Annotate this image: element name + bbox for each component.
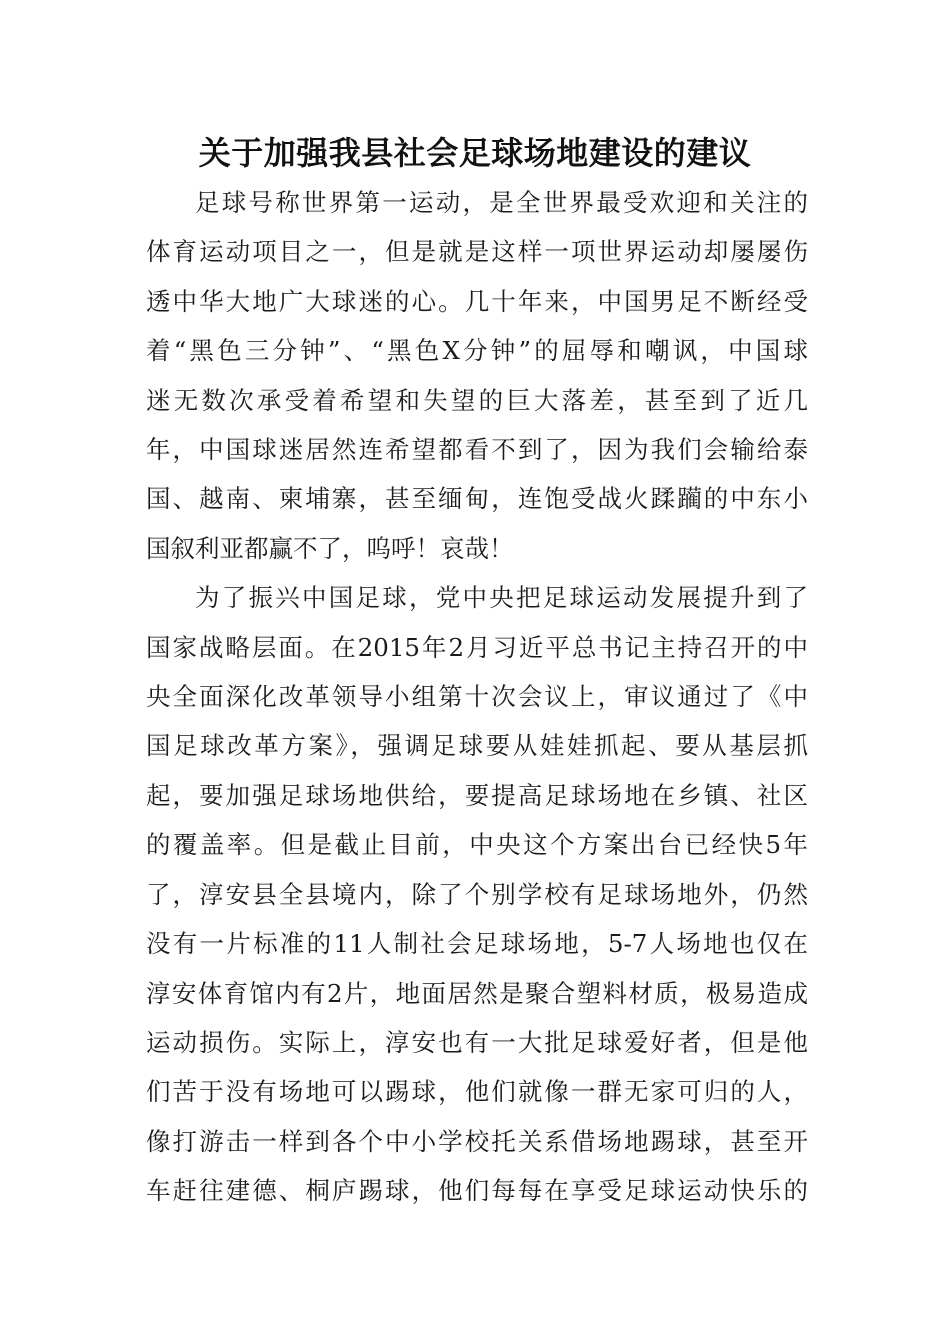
text-line: 们苦于没有场地可以踢球，他们就像一群无家可归的人， bbox=[146, 1077, 808, 1107]
text-line: 体育运动项目之一，但是就是这样一项世界运动却屡屡伤 bbox=[146, 237, 808, 267]
paragraph-1 bbox=[146, 178, 808, 573]
text-line: 淳安体育馆内有2片，地面居然是聚合塑料材质，极易造成 bbox=[146, 978, 808, 1008]
text-line: 年，中国球迷居然连希望都看不到了，因为我们会输给泰 bbox=[146, 435, 808, 465]
text-line: 国家战略层面。在2015年2月习近平总书记主持召开的中 bbox=[146, 632, 808, 662]
document-title: 关于加强我县社会足球场地建设的建议 bbox=[198, 134, 752, 172]
text-line: 迷无数次承受着希望和失望的巨大落差，甚至到了近几 bbox=[146, 385, 808, 415]
text-line: 国足球改革方案》，强调足球要从娃娃抓起、要从基层抓 bbox=[146, 731, 808, 761]
text-line: 着“黑色三分钟”、“黑色X分钟”的屈辱和嘲讽，中国球 bbox=[146, 336, 808, 366]
text-line: 了，淳安县全县境内，除了个别学校有足球场地外，仍然 bbox=[146, 879, 808, 909]
text-line: 国叙利亚都赢不了，呜呼！哀哉！ bbox=[146, 533, 514, 563]
paragraph-2 bbox=[146, 573, 808, 1215]
text-line: 车赶往建德、桐庐踢球，他们每每在享受足球运动快乐的 bbox=[146, 1176, 808, 1206]
text-line: 央全面深化改革领导小组第十次会议上，审议通过了《中 bbox=[146, 682, 808, 712]
text-line: 像打游击一样到各个中小学校托关系借场地踢球，甚至开 bbox=[146, 1126, 808, 1156]
text-line: 足球号称世界第一运动，是全世界最受欢迎和关注的 bbox=[195, 188, 808, 217]
text-line: 没有一片标准的11人制社会足球场地，5-7人场地也仅在 bbox=[146, 929, 808, 959]
document-body bbox=[146, 178, 808, 1216]
text-line: 起，要加强足球场地供给，要提高足球场地在乡镇、社区 bbox=[146, 780, 808, 810]
text-line: 的覆盖率。但是截止目前，中央这个方案出台已经快5年 bbox=[146, 830, 808, 860]
text-line: 透中华大地广大球迷的心。几十年来，中国男足不断经受 bbox=[146, 286, 808, 316]
text-line: 国、越南、柬埔寨，甚至缅甸，连饱受战火蹂躏的中东小 bbox=[146, 484, 808, 514]
text-line: 运动损伤。实际上，淳安也有一大批足球爱好者，但是他 bbox=[146, 1027, 808, 1057]
text-line: 为了振兴中国足球，党中央把足球运动发展提升到了 bbox=[195, 583, 808, 613]
